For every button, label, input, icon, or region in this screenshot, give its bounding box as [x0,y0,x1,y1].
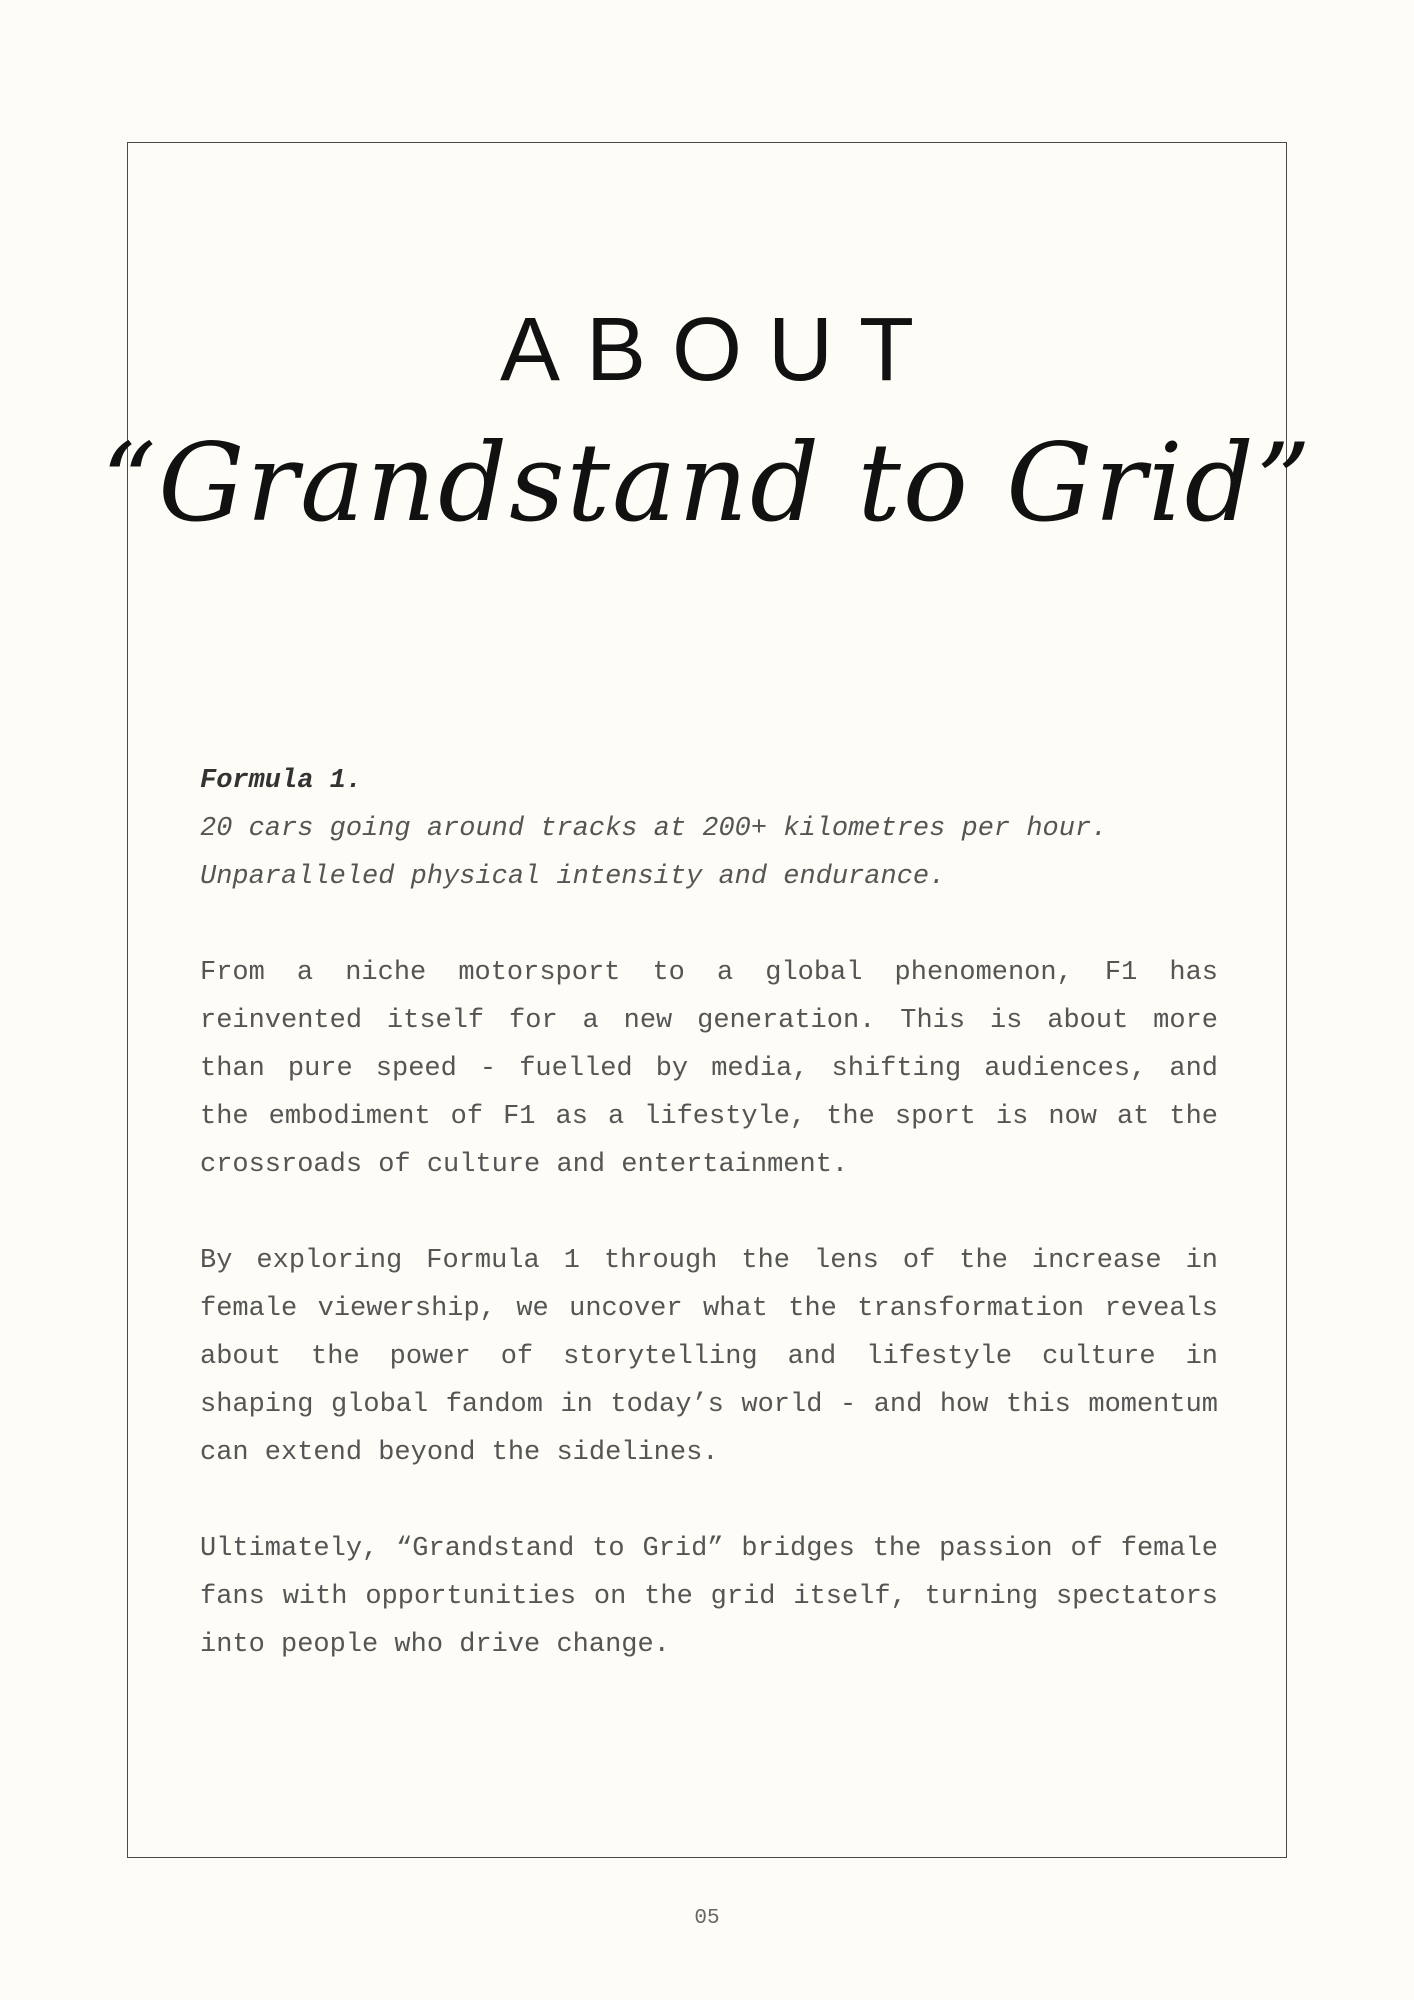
script-title: “Grandstand to Grid” [101,421,1313,546]
lead-line: Unparalleled physical intensity and endurance. [200,862,946,892]
lead-title: Formula 1. [200,766,363,796]
paragraph: By exploring Formula 1 through the lens of the increase in female viewership, we uncover what the transformation reveals about the power of storytelling and lifestyle culture in shaping global fandom in today’s world - and how this momentum can extend beyond the sidelines. [200,1246,1218,1468]
body-content [200,757,1218,1669]
lead-block [200,757,1218,901]
lead-line: 20 cars going around tracks at 200+ kilometres per hour. [200,814,1108,844]
page-heading: ABOUT [499,300,941,400]
paragraph: From a niche motorsport to a global phenomenon, F1 has reinvented itself for a new generation. This is about more than pure speed - fuelled by media, shifting audiences, and the embodiment of F1 as a lifestyle, the sport is now at the crossroads of culture and entertainment. [200,958,1218,1180]
paragraph: Ultimately, “Grandstand to Grid” bridges the passion of female fans with opportunities on the grid itself, turning spectators into people who drive change. [200,1534,1218,1660]
page-number: 05 [694,1907,720,1930]
